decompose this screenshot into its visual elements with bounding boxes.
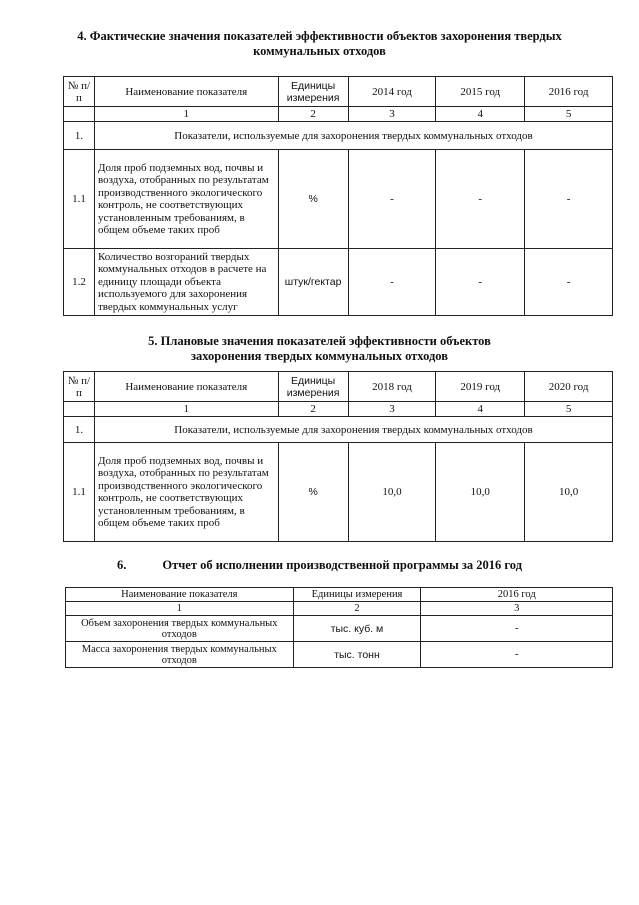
index-cell: 3 bbox=[421, 602, 613, 616]
program-report-table bbox=[65, 587, 613, 668]
row-unit: % bbox=[278, 150, 348, 249]
table-row bbox=[66, 616, 613, 642]
row-unit: тыс. тонн bbox=[293, 642, 421, 668]
group-num: 1. bbox=[64, 417, 95, 443]
row-value-3: 10,0 bbox=[525, 443, 613, 542]
table-header-row bbox=[64, 372, 613, 402]
header-num: № п/п bbox=[64, 372, 95, 402]
header-year-2: 2019 год bbox=[436, 372, 525, 402]
actual-indicators-table bbox=[63, 76, 613, 316]
row-name: Количество возгораний твердых коммунальных отходов в расчете на единицу площади объекта используемого для захоронения твердых коммунальных услуг bbox=[94, 249, 278, 316]
row-unit: штук/гектар bbox=[278, 249, 348, 316]
row-num: 1.1 bbox=[64, 150, 95, 249]
section-4-title bbox=[0, 29, 639, 59]
row-value-2: - bbox=[436, 150, 525, 249]
header-year-3: 2016 год bbox=[525, 77, 613, 107]
table-header-row bbox=[64, 77, 613, 107]
index-cell: 4 bbox=[436, 402, 525, 417]
header-name: Наименование показателя bbox=[66, 588, 294, 602]
row-value: - bbox=[421, 642, 613, 668]
section-6-title-text: Отчет об исполнении производственной программы за 2016 год bbox=[162, 558, 523, 572]
row-value-3: - bbox=[525, 150, 613, 249]
index-cell: 2 bbox=[293, 602, 421, 616]
header-year-1: 2018 год bbox=[348, 372, 436, 402]
column-index-row bbox=[64, 402, 613, 417]
header-year-1: 2014 год bbox=[348, 77, 436, 107]
row-value-1: - bbox=[348, 150, 436, 249]
index-cell: 3 bbox=[348, 107, 436, 122]
header-year: 2016 год bbox=[421, 588, 613, 602]
column-index-row bbox=[66, 602, 613, 616]
section-4-title-line-1: 4. Фактические значения показателей эффективности объектов захоронения твердых bbox=[77, 29, 562, 43]
row-num: 1.2 bbox=[64, 249, 95, 316]
index-cell: 1 bbox=[94, 402, 278, 417]
section-5-title-line-2: захоронения твердых коммунальных отходов bbox=[191, 349, 448, 363]
row-num: 1.1 bbox=[64, 443, 95, 542]
section-5-title bbox=[0, 334, 639, 364]
header-num: № п/п bbox=[64, 77, 95, 107]
row-name: Объем захоронения твердых коммунальных отходов bbox=[66, 616, 294, 642]
table-row bbox=[64, 150, 613, 249]
index-cell-blank bbox=[64, 402, 95, 417]
row-value-1: 10,0 bbox=[348, 443, 436, 542]
row-name: Доля проб подземных вод, почвы и воздуха, отобранных по результатам производственного экологического контроль, не соответствующих установленным требованиям, в общем объеме таких проб bbox=[94, 443, 278, 542]
table-row bbox=[64, 443, 613, 542]
header-name: Наименование показателя bbox=[94, 77, 278, 107]
row-unit: тыс. куб. м bbox=[293, 616, 421, 642]
header-name: Наименование показателя bbox=[94, 372, 278, 402]
table-row bbox=[64, 249, 613, 316]
section-6-title bbox=[0, 558, 639, 573]
planned-indicators-table bbox=[63, 371, 613, 542]
table-row bbox=[66, 642, 613, 668]
index-cell: 4 bbox=[436, 107, 525, 122]
group-label: Показатели, используемые для захоронения твердых коммунальных отходов bbox=[94, 122, 612, 150]
row-name: Масса захоронения твердых коммунальных отходов bbox=[66, 642, 294, 668]
row-value-2: 10,0 bbox=[436, 443, 525, 542]
table-header-row bbox=[66, 588, 613, 602]
header-unit: Единицы измерения bbox=[293, 588, 421, 602]
header-unit: Единицы измерения bbox=[278, 77, 348, 107]
index-cell: 1 bbox=[66, 602, 294, 616]
group-row bbox=[64, 122, 613, 150]
header-year-2: 2015 год bbox=[436, 77, 525, 107]
index-cell: 3 bbox=[348, 402, 436, 417]
row-value-3: - bbox=[525, 249, 613, 316]
column-index-row bbox=[64, 107, 613, 122]
row-value-2: - bbox=[436, 249, 525, 316]
header-unit: Единицы измерения bbox=[278, 372, 348, 402]
index-cell: 2 bbox=[278, 107, 348, 122]
header-year-3: 2020 год bbox=[525, 372, 613, 402]
index-cell: 5 bbox=[525, 107, 613, 122]
section-6-number: 6. bbox=[116, 558, 127, 572]
row-unit: % bbox=[278, 443, 348, 542]
group-row bbox=[64, 417, 613, 443]
section-5-title-line-1: 5. Плановые значения показателей эффективности объектов bbox=[148, 334, 491, 348]
section-4-title-line-2: коммунальных отходов bbox=[253, 44, 386, 58]
index-cell-blank bbox=[64, 107, 95, 122]
group-num: 1. bbox=[64, 122, 95, 150]
group-label: Показатели, используемые для захоронения твердых коммунальных отходов bbox=[94, 417, 612, 443]
row-value: - bbox=[421, 616, 613, 642]
index-cell: 2 bbox=[278, 402, 348, 417]
row-value-1: - bbox=[348, 249, 436, 316]
index-cell: 1 bbox=[94, 107, 278, 122]
index-cell: 5 bbox=[525, 402, 613, 417]
row-name: Доля проб подземных вод, почвы и воздуха, отобранных по результатам производственного экологического контроль, не соответствующих установленным требованиям, в общем объеме таких проб bbox=[94, 150, 278, 249]
